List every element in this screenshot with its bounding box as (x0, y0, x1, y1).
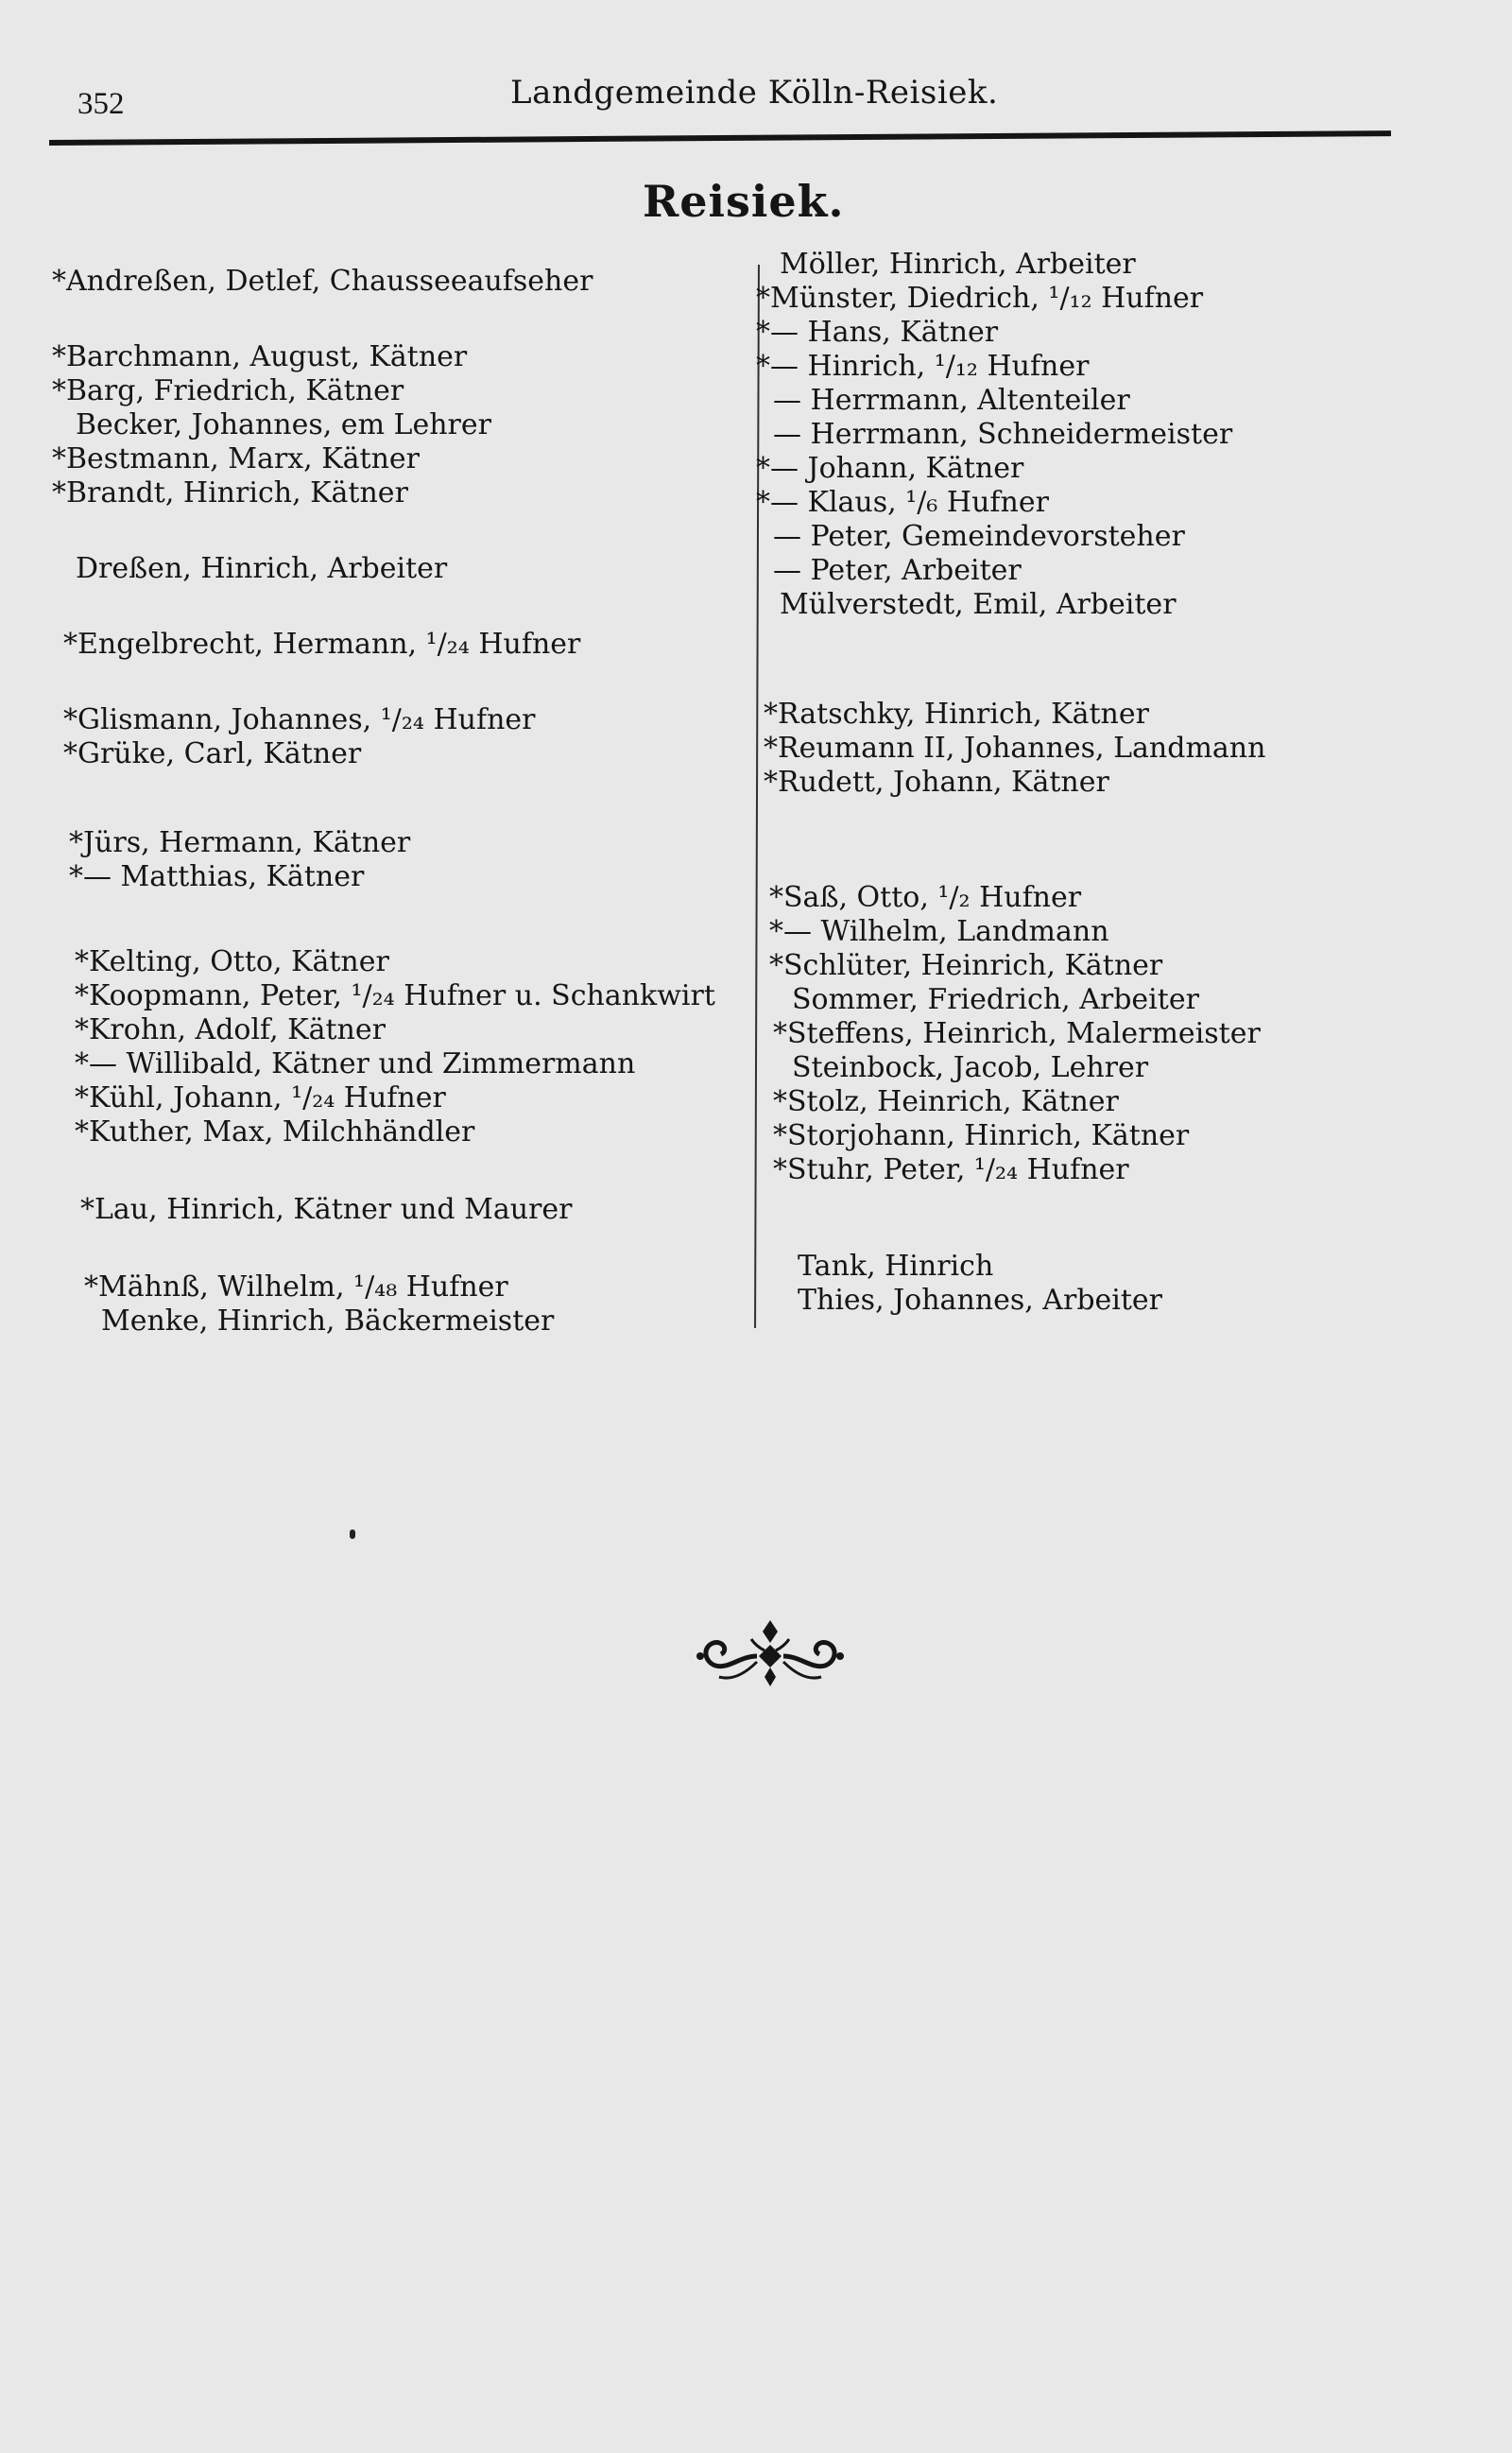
resident-entry: *Schlüter, Heinrich, Kätner (769, 949, 1163, 982)
resident-entry: — Peter, Arbeiter (773, 554, 1022, 587)
resident-entry: *Storjohann, Hinrich, Kätner (773, 1119, 1190, 1152)
resident-entry: Thies, Johannes, Arbeiter (798, 1284, 1163, 1317)
resident-entry: *Reumann II, Johannes, Landmann (764, 732, 1266, 765)
running-head: Landgemeinde Kölln-Reisiek. (510, 74, 999, 112)
resident-entry: *Glismann, Johannes, ¹/₂₄ Hufner (63, 703, 536, 736)
resident-entry: *— Wilhelm, Landmann (769, 915, 1109, 948)
resident-entry: *— Johann, Kätner (756, 452, 1024, 485)
resident-entry: — Peter, Gemeindevorsteher (773, 520, 1185, 553)
resident-entry: *Mähnß, Wilhelm, ¹/₄₈ Hufner (84, 1270, 508, 1304)
page-number: 352 (77, 87, 125, 121)
resident-entry: *Krohn, Adolf, Kätner (75, 1013, 386, 1046)
resident-entry: *Barchmann, August, Kätner (52, 340, 468, 373)
resident-entry: *Kelting, Otto, Kätner (75, 945, 389, 978)
resident-entry: *Jürs, Hermann, Kätner (69, 826, 411, 859)
resident-entry: *Lau, Hinrich, Kätner und Maurer (80, 1193, 573, 1226)
resident-entry: Tank, Hinrich (798, 1250, 994, 1283)
ink-speck (350, 1529, 355, 1539)
resident-entry: *Stuhr, Peter, ¹/₂₄ Hufner (773, 1153, 1129, 1186)
resident-entry: *Barg, Friedrich, Kätner (52, 374, 404, 407)
resident-entry: *— Matthias, Kätner (69, 860, 365, 893)
resident-entry: — Herrmann, Schneidermeister (773, 418, 1233, 451)
header-rule (49, 130, 1391, 146)
resident-entry: *Kuther, Max, Milchhändler (75, 1115, 475, 1149)
resident-entry: *Brandt, Hinrich, Kätner (52, 476, 408, 510)
resident-entry: *Münster, Diedrich, ¹/₁₂ Hufner (756, 282, 1204, 315)
resident-entry: *Andreßen, Detlef, Chausseeaufseher (52, 265, 593, 298)
resident-entry: *— Willibald, Kätner und Zimmermann (75, 1047, 636, 1080)
resident-entry: *Ratschky, Hinrich, Kätner (764, 698, 1149, 731)
column-divider (754, 265, 760, 1328)
resident-entry: Menke, Hinrich, Bäckermeister (101, 1304, 555, 1338)
resident-entry: *Steffens, Heinrich, Malermeister (773, 1017, 1261, 1050)
resident-entry: *Bestmann, Marx, Kätner (52, 442, 421, 475)
resident-entry: Dreßen, Hinrich, Arbeiter (76, 552, 448, 585)
resident-entry: *Rudett, Johann, Kätner (764, 766, 1109, 799)
ornament-icon (695, 1618, 846, 1690)
resident-entry: *Stolz, Heinrich, Kätner (773, 1085, 1119, 1118)
resident-entry: *Koopmann, Peter, ¹/₂₄ Hufner u. Schankwirt (75, 979, 715, 1012)
resident-entry: *— Hans, Kätner (756, 316, 999, 349)
resident-entry: — Herrmann, Altenteiler (773, 384, 1130, 417)
resident-entry: *Kühl, Johann, ¹/₂₄ Hufner (75, 1081, 446, 1114)
resident-entry: *Engelbrecht, Hermann, ¹/₂₄ Hufner (63, 628, 581, 661)
resident-entry: *Saß, Otto, ¹/₂ Hufner (769, 881, 1082, 914)
resident-entry: *— Klaus, ¹/₆ Hufner (756, 486, 1049, 519)
section-title: Reisiek. (643, 176, 845, 227)
resident-entry: Möller, Hinrich, Arbeiter (780, 248, 1136, 281)
resident-entry: Steinbock, Jacob, Lehrer (792, 1051, 1149, 1084)
resident-entry: Sommer, Friedrich, Arbeiter (792, 983, 1199, 1016)
resident-entry: *— Hinrich, ¹/₁₂ Hufner (756, 350, 1090, 383)
resident-entry: *Grüke, Carl, Kätner (63, 737, 362, 770)
resident-entry: Becker, Johannes, em Lehrer (76, 408, 491, 441)
resident-entry: Mülverstedt, Emil, Arbeiter (780, 588, 1177, 621)
